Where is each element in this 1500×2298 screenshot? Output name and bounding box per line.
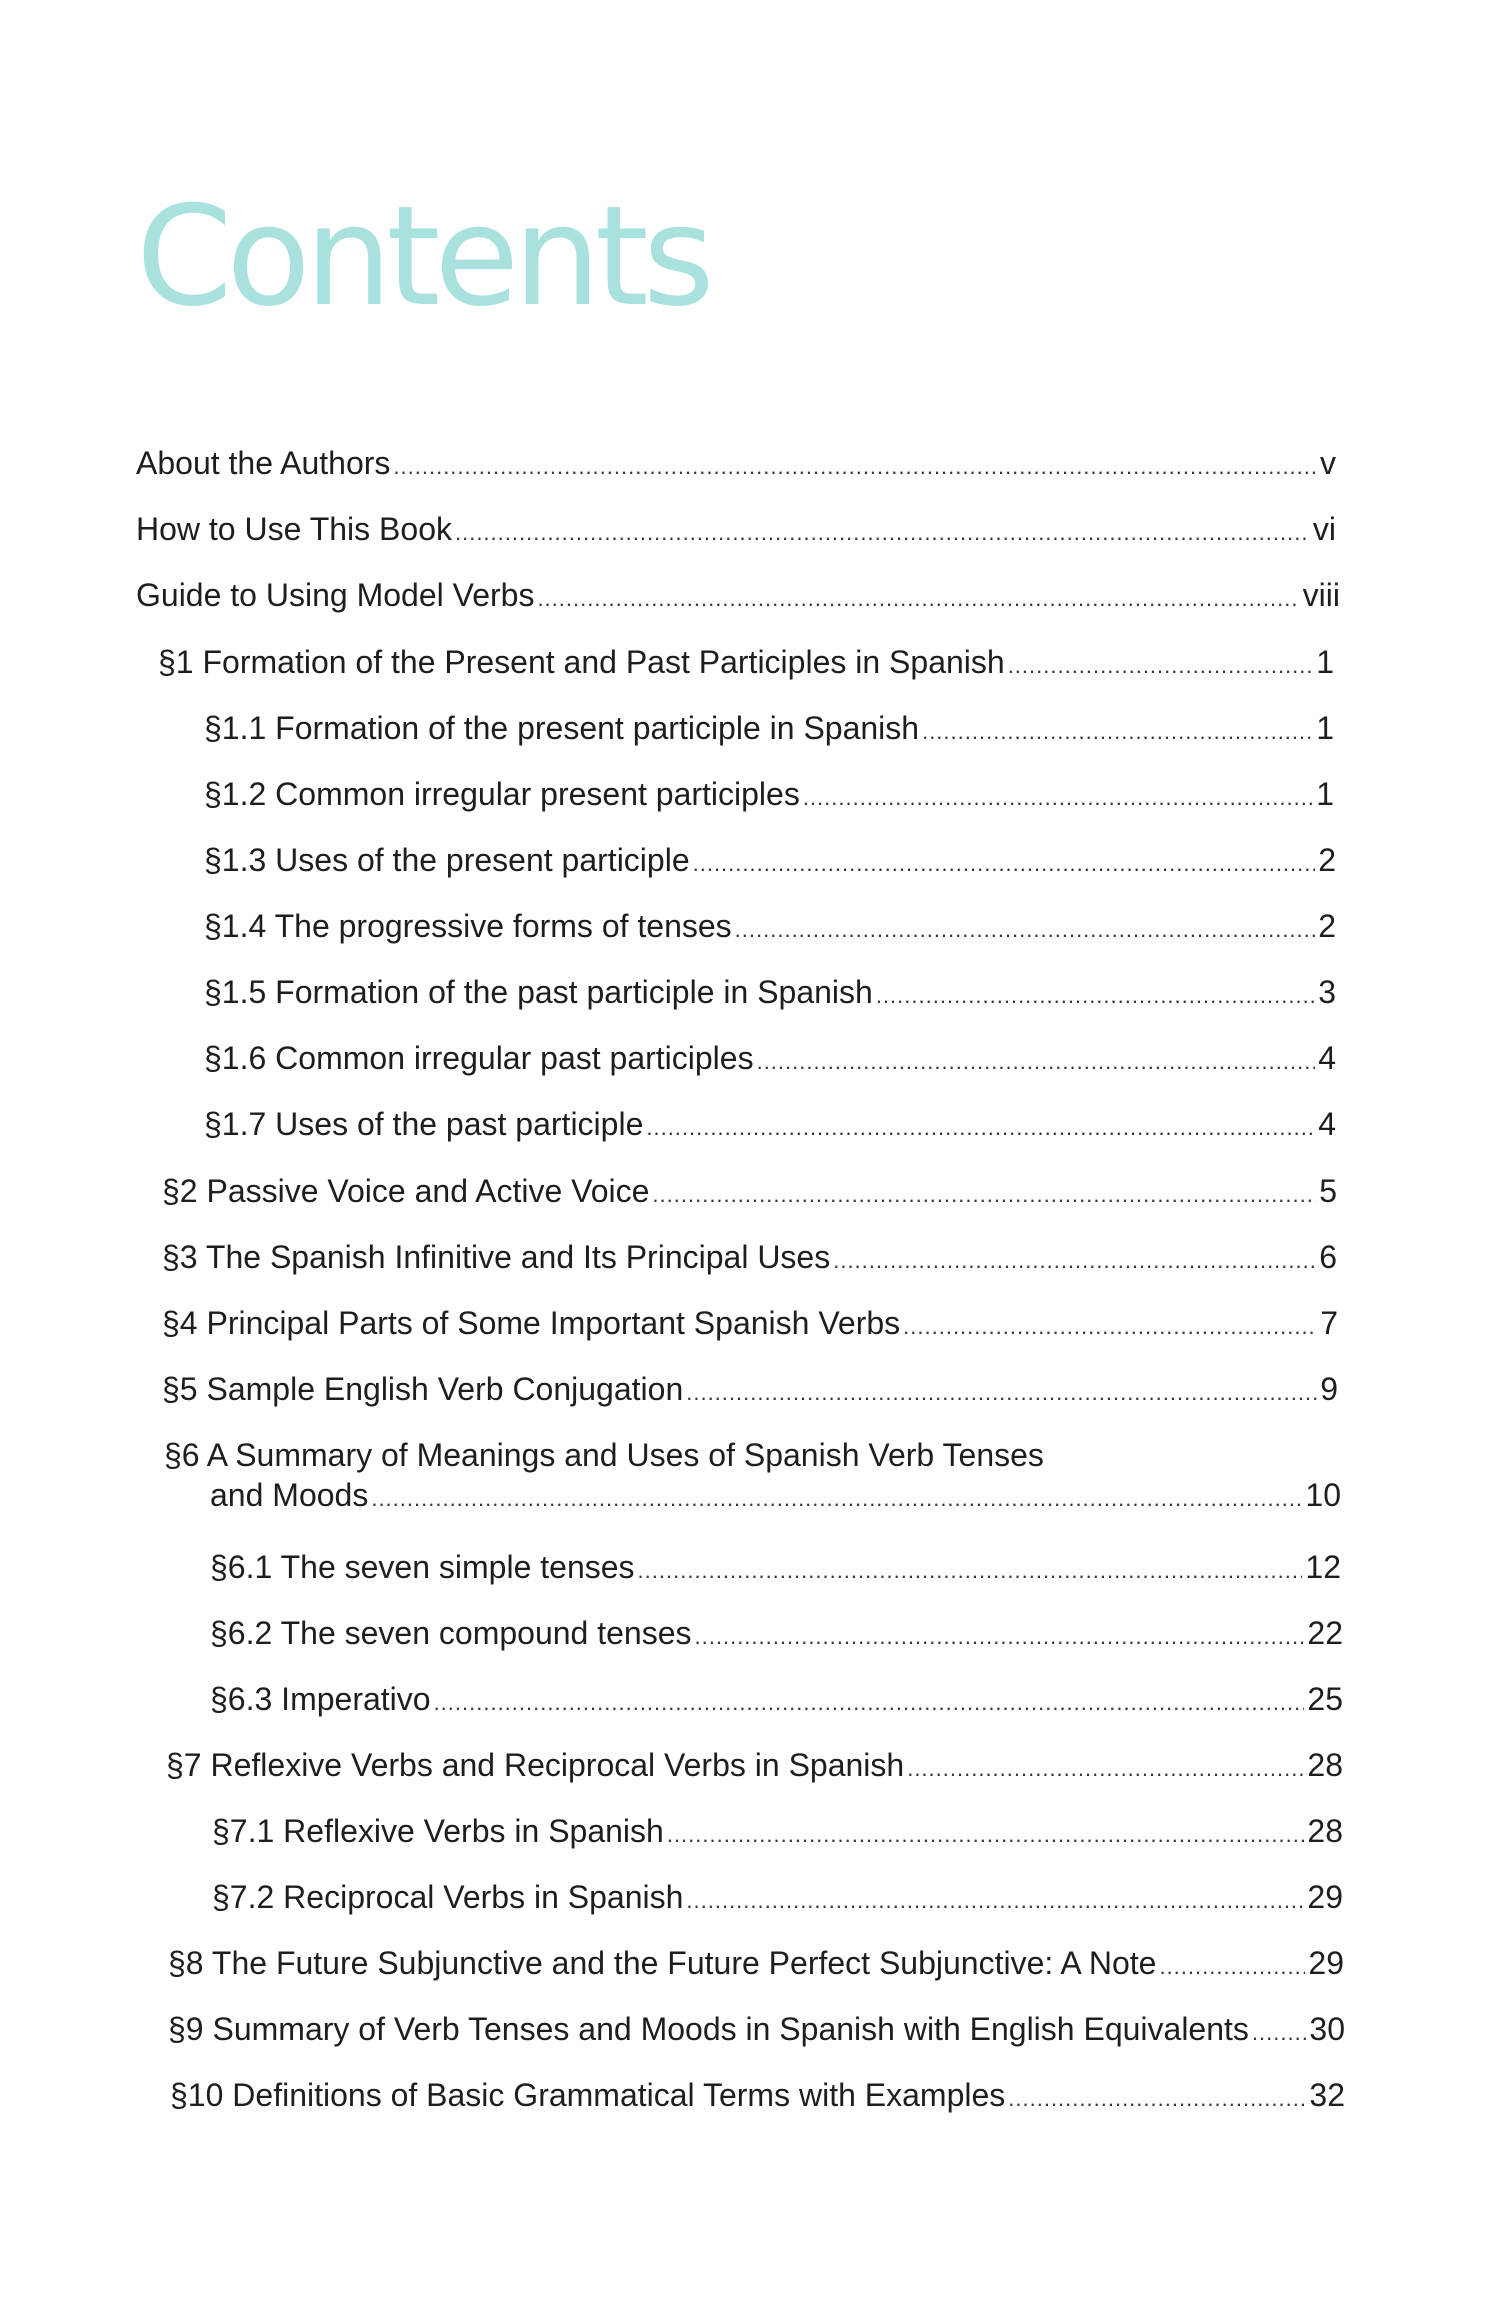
toc-page-number: 7 — [1320, 1305, 1338, 1341]
toc-entry-title: §2 Passive Voice and Active Voice — [162, 1173, 650, 1209]
toc-entry-title: §3 The Spanish Infinitive and Its Principal Uses — [162, 1239, 831, 1275]
toc-entry[interactable] — [136, 443, 1336, 487]
toc-entry-title-continuation: and Moods — [210, 1477, 369, 1513]
dot-leader — [646, 1108, 1315, 1148]
toc-page-number: viii — [1302, 577, 1340, 613]
toc-entry[interactable] — [204, 774, 1334, 818]
toc-page-number: 10 — [1305, 1477, 1341, 1513]
toc-entry[interactable] — [210, 1547, 1341, 1591]
toc-page-number: 3 — [1318, 974, 1336, 1010]
dot-leader — [652, 1175, 1316, 1215]
dot-leader — [695, 1617, 1305, 1657]
toc-page-number: 9 — [1320, 1371, 1338, 1407]
toc-entry[interactable] — [162, 1303, 1338, 1347]
dot-leader — [393, 447, 1317, 487]
toc-entry-title: §9 Summary of Verb Tenses and Moods in Spanish with English Equivalents — [168, 2011, 1249, 2047]
dot-leader — [667, 1815, 1305, 1855]
toc-entry-title: §6.3 Imperativo — [210, 1681, 431, 1717]
dot-leader — [693, 844, 1316, 884]
toc-entry[interactable] — [204, 840, 1336, 884]
toc-page-number: 1 — [1316, 644, 1334, 680]
dot-leader — [455, 513, 1310, 553]
toc-page-number: 12 — [1305, 1549, 1341, 1585]
toc-page-number: 25 — [1307, 1681, 1343, 1717]
dot-leader — [907, 1749, 1304, 1789]
dot-leader — [638, 1551, 1303, 1591]
toc-entry[interactable] — [164, 1435, 1341, 1519]
toc-page-number: 29 — [1307, 1879, 1343, 1915]
toc-entry-title: About the Authors — [136, 445, 391, 481]
toc-entry[interactable] — [212, 1811, 1343, 1855]
dot-leader — [371, 1479, 1302, 1519]
toc-entry-title: §1.6 Common irregular past participles — [204, 1040, 754, 1076]
toc-entry-title: §6.1 The seven simple tenses — [210, 1549, 635, 1585]
toc-entry-title: §7.2 Reciprocal Verbs in Spanish — [212, 1879, 684, 1915]
toc-entry-title: How to Use This Book — [136, 511, 452, 547]
dot-leader — [686, 1373, 1317, 1413]
toc-page-number: 1 — [1316, 776, 1334, 812]
dot-leader — [735, 910, 1316, 950]
toc-entry-title: §1.2 Common irregular present participles — [204, 776, 800, 812]
toc-page-number: 5 — [1319, 1173, 1337, 1209]
toc-entry-title: §1.1 Formation of the present participle in Spanish — [204, 710, 920, 746]
toc-entry-title: Guide to Using Model Verbs — [136, 577, 535, 613]
toc-entry[interactable] — [212, 1877, 1343, 1921]
toc-entry[interactable] — [204, 1104, 1336, 1148]
toc-page-number: 6 — [1319, 1239, 1337, 1275]
toc-entry-title: §7 Reflexive Verbs and Reciprocal Verbs in Spanish — [166, 1747, 905, 1783]
dot-leader — [757, 1042, 1316, 1082]
toc-entry[interactable] — [168, 2009, 1345, 2053]
toc-entry-title: §6 A Summary of Meanings and Uses of Spanish Verb Tenses — [164, 1437, 1044, 1473]
toc-entry-title: §1.3 Uses of the present participle — [204, 842, 690, 878]
dot-leader — [1159, 1947, 1305, 1987]
toc-page-number: 32 — [1309, 2077, 1345, 2113]
toc-entry[interactable] — [136, 575, 1340, 619]
dot-leader — [1008, 646, 1314, 686]
toc-entry[interactable] — [158, 642, 1334, 686]
dot-leader — [1252, 2013, 1307, 2053]
toc-entry[interactable] — [162, 1171, 1337, 1215]
toc-entry-title: §8 The Future Subjunctive and the Future Perfect Subjunctive: A Note — [168, 1945, 1157, 1981]
toc-page-number: 2 — [1318, 908, 1336, 944]
toc-entry-title: §1.4 The progressive forms of tenses — [204, 908, 732, 944]
toc-entry[interactable] — [204, 708, 1334, 752]
toc-entry[interactable] — [162, 1237, 1337, 1281]
toc-entry[interactable] — [210, 1679, 1343, 1723]
toc-entry[interactable] — [170, 2075, 1345, 2119]
toc-page-number: 28 — [1307, 1813, 1343, 1849]
toc-entry[interactable] — [204, 906, 1336, 950]
dot-leader — [686, 1881, 1304, 1921]
toc-entry[interactable] — [210, 1613, 1343, 1657]
toc-entry[interactable] — [166, 1745, 1343, 1789]
toc-page-number: v — [1320, 445, 1336, 481]
toc-page-number: 1 — [1316, 710, 1334, 746]
toc-page-number: 4 — [1318, 1106, 1336, 1142]
toc-entry[interactable] — [168, 1943, 1344, 1987]
page-title: Contents — [136, 176, 709, 337]
toc-entry-title: §6.2 The seven compound tenses — [210, 1615, 692, 1651]
dot-leader — [803, 778, 1313, 818]
dot-leader — [1008, 2079, 1306, 2119]
toc-page-number: vi — [1312, 511, 1336, 547]
toc-entry-title: §4 Principal Parts of Some Important Spanish Verbs — [162, 1305, 901, 1341]
toc-entry-title: §10 Definitions of Basic Grammatical Terms with Examples — [170, 2077, 1006, 2113]
dot-leader — [833, 1241, 1316, 1281]
toc-entry[interactable] — [204, 972, 1336, 1016]
dot-leader — [922, 712, 1313, 752]
toc-entry-title: §7.1 Reflexive Verbs in Spanish — [212, 1813, 664, 1849]
toc-entry[interactable] — [162, 1369, 1338, 1413]
dot-leader — [903, 1307, 1317, 1347]
toc-entry-title: §1.7 Uses of the past participle — [204, 1106, 644, 1142]
dot-leader — [876, 976, 1315, 1016]
toc-page-number: 4 — [1318, 1040, 1336, 1076]
toc-entry[interactable] — [136, 509, 1336, 553]
toc-page-number: 2 — [1318, 842, 1336, 878]
toc-entry-title: §1.5 Formation of the past participle in Spanish — [204, 974, 873, 1010]
toc-page-number: 30 — [1309, 2011, 1345, 2047]
toc-page-number: 28 — [1307, 1747, 1343, 1783]
toc-page-number: 29 — [1308, 1945, 1344, 1981]
toc-entry-title: §1 Formation of the Present and Past Participles in Spanish — [158, 644, 1005, 680]
toc-page-number: 22 — [1307, 1615, 1343, 1651]
toc-entry[interactable] — [204, 1038, 1336, 1082]
dot-leader — [537, 579, 1299, 619]
dot-leader — [434, 1683, 1305, 1723]
toc-entry-title: §5 Sample English Verb Conjugation — [162, 1371, 684, 1407]
